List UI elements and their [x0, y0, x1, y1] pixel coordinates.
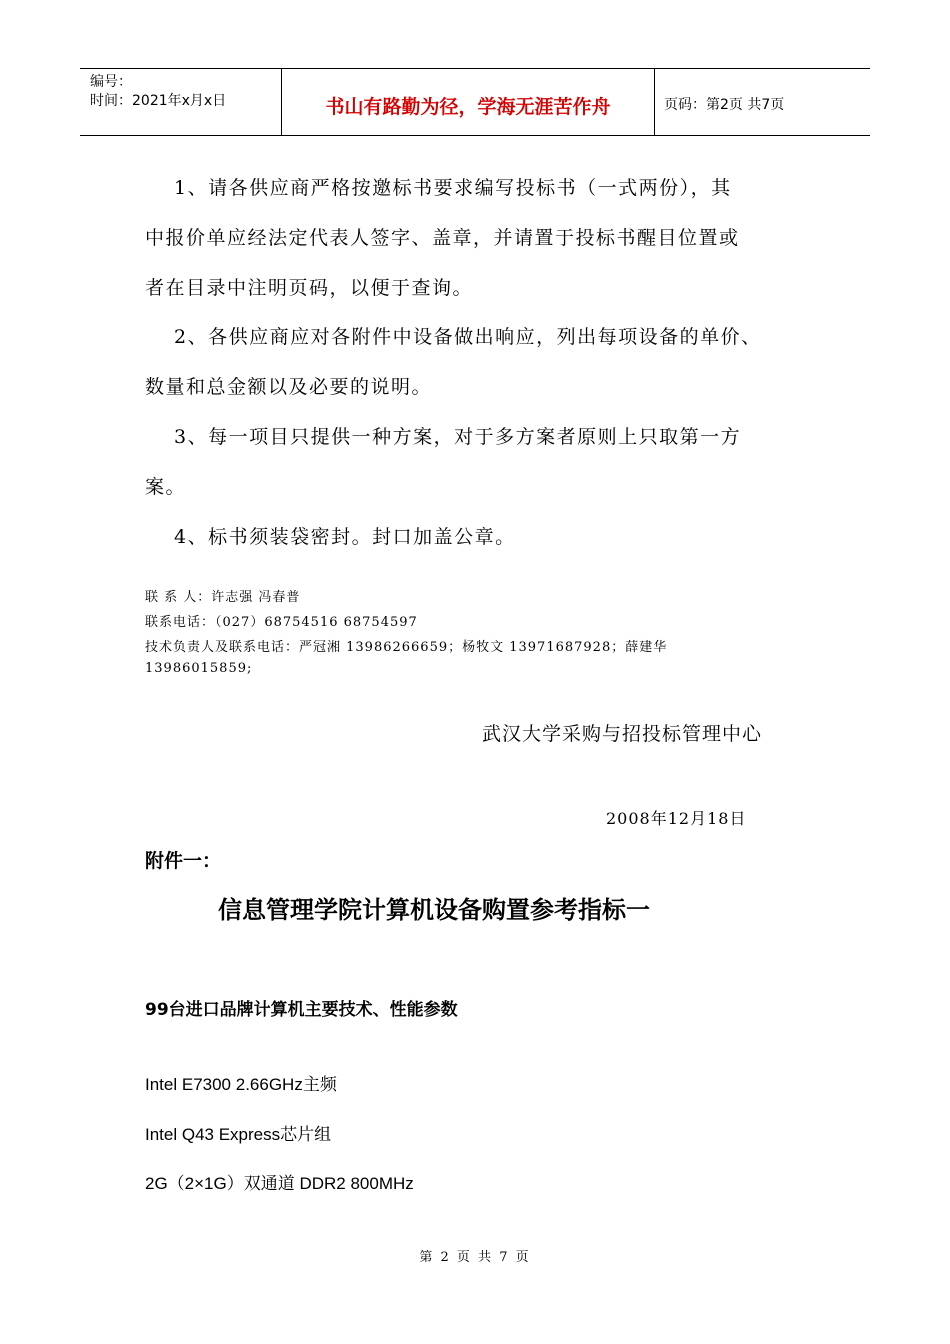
spec-item-cpu: Intel E7300 2.66GHz主频 — [145, 1075, 337, 1094]
contact-phone: 联系电话：（027）68754516 68754597 — [145, 615, 418, 630]
spec-item-chipset: Intel Q43 Express芯片组 — [145, 1125, 332, 1144]
document-number-label: 编号： — [90, 74, 132, 90]
instruction-3-line-1: 3、每一项目只提供一种方案，对于多方案者原则上只取第一方 — [174, 426, 742, 448]
header-motto: 书山有路勤为径，学海无涯苦作舟 — [282, 69, 655, 135]
header-page-label: 页码：第2页 共7页 — [664, 97, 785, 113]
header-meta-cell — [80, 69, 282, 135]
contact-person: 联 系 人：许志强 冯春普 — [145, 590, 301, 605]
annex-subheading: 99台进口品牌计算机主要技术、性能参数 — [145, 1000, 458, 1020]
spec-item-memory: 2G（2×1G）双通道 DDR2 800MHz — [145, 1174, 414, 1193]
document-time-label: 时间：2021年x月x日 — [90, 93, 227, 109]
instruction-1-line-3: 者在目录中注明页码，以便于查询。 — [145, 277, 474, 299]
instruction-4-line-1: 4、标书须装袋密封。封口加盖公章。 — [174, 526, 516, 548]
instruction-2-line-2: 数量和总金额以及必要的说明。 — [145, 376, 433, 398]
issuing-organization: 武汉大学采购与招投标管理中心 — [482, 723, 763, 745]
instruction-3-line-2: 案。 — [145, 476, 187, 498]
annex-label: 附件一： — [145, 850, 222, 872]
instruction-2-line-1: 2、各供应商应对各附件中设备做出响应，列出每项设备的单价、 — [174, 326, 762, 348]
instruction-1-line-1: 1、请各供应商严格按邀标书要求编写投标书（一式两份），其 — [174, 177, 732, 199]
instruction-1-line-2: 中报价单应经法定代表人签字、盖章，并请置于投标书醒目位置或 — [145, 227, 740, 249]
annex-title: 信息管理学院计算机设备购置参考指标一 — [218, 896, 650, 924]
tech-contact-line-2: 13986015859; — [145, 661, 253, 676]
issue-date: 2008年12月18日 — [606, 809, 747, 828]
page-footer: 第 2 页 共 7 页 — [419, 1250, 531, 1265]
tech-contact-line-1: 技术负责人及联系电话：严冠湘 13986266659；杨牧文 13971687928；薛建华 — [145, 640, 668, 655]
document-header — [80, 68, 870, 136]
